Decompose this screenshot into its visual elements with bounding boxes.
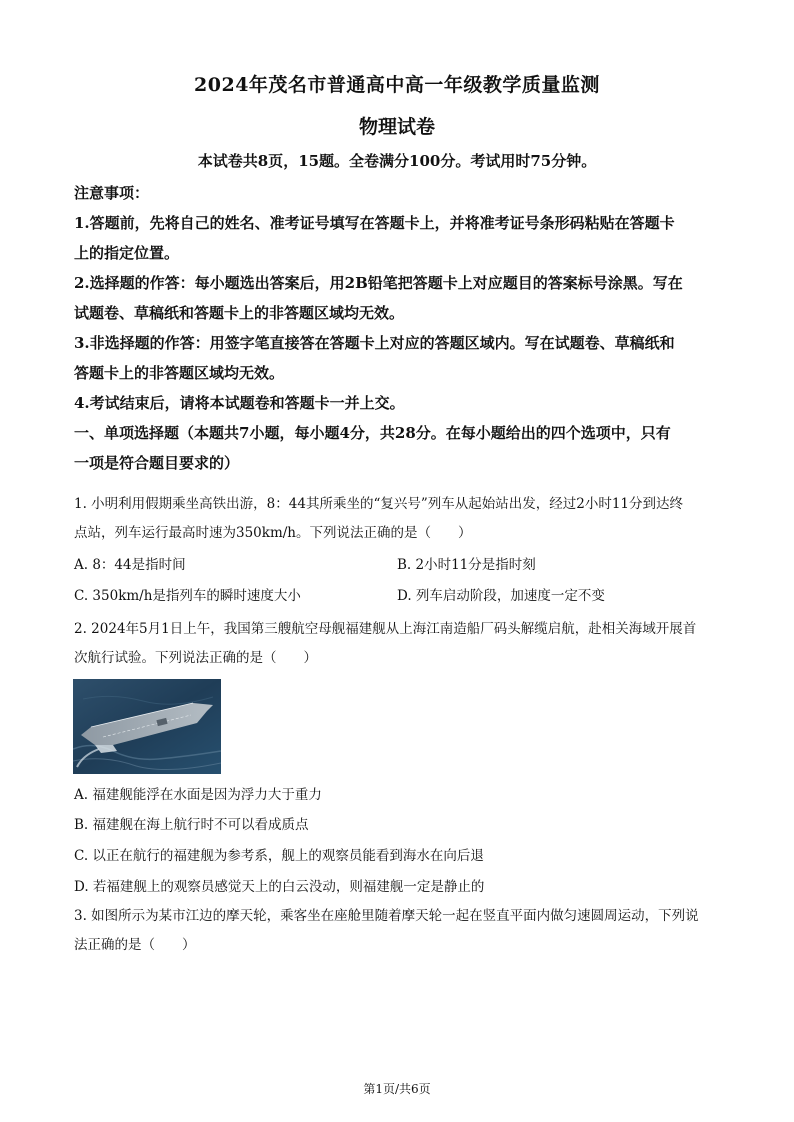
note-2-line-1: 2.选择题的作答：每小题选出答案后，用2B铅笔把答题卡上对应题目的答案标号涂黑。写在: [74, 274, 683, 292]
note-2-line-2: 试题卷、草稿纸和答题卡上的非答题区域均无效。: [74, 304, 405, 322]
question-2-option-b: B. 福建舰在海上航行时不可以看成质点: [74, 817, 309, 833]
question-2-option-a: A. 福建舰能浮在水面是因为浮力大于重力: [74, 787, 322, 803]
note-3-line-2: 答题卡上的非答题区域均无效。: [74, 364, 285, 382]
question-1-line-2: 点站，列车运行最高时速为350km/h。下列说法正确的是（ ）: [74, 525, 472, 541]
note-3-line-1: 3.非选择题的作答：用签字笔直接答在答题卡上对应的答题区域内。写在试题卷、草稿纸和: [74, 334, 675, 352]
question-2-option-d: D. 若福建舰上的观察员感觉天上的白云没动，则福建舰一定是静止的: [74, 879, 485, 895]
question-3-line-1: 3. 如图所示为某市江边的摩天轮，乘客坐在座舱里随着摩天轮一起在竖直平面内做匀速圆周运动，下列说: [74, 908, 699, 924]
question-3-line-2: 法正确的是（ ）: [74, 937, 196, 953]
question-1-option-a: A. 8：44是指时间: [74, 557, 186, 573]
question-2-stem: [74, 615, 722, 673]
notes-heading: 注意事项：: [74, 184, 150, 202]
section-heading-line-2: 一项是符合题目要求的）: [74, 454, 240, 472]
question-2-line-1: 2. 2024年5月1日上午，我国第三艘航空母舰福建舰从上海江南造船厂码头解缆启航，赴相关海域开展首: [74, 621, 697, 637]
exam-title: 2024年茂名市普通高中高一年级教学质量监测: [194, 74, 600, 96]
question-1-line-1: 1. 小明利用假期乘坐高铁出游，8：44其所乘坐的“复兴号”列车从起始站出发，经过2小时11分到达终: [74, 496, 684, 512]
question-3-stem: [74, 902, 722, 960]
question-1-options-row-1: [74, 554, 722, 576]
note-1-line-1: 1.答题前，先将自己的姓名、准考证号填写在答题卡上，并将准考证号条形码粘贴在答题卡: [74, 214, 675, 232]
note-4: 4.考试结束后，请将本试题卷和答题卡一并上交。: [74, 394, 405, 412]
question-1-option-b: B. 2小时11分是指时刻: [397, 557, 536, 573]
question-1-option-d: D. 列车启动阶段，加速度一定不变: [397, 588, 605, 604]
question-2-line-2: 次航行试验。下列说法正确的是（ ）: [74, 650, 317, 666]
aircraft-carrier-photo: [73, 679, 221, 774]
exam-info: 本试卷共8页，15题。全卷满分100分。考试用时75分钟。: [197, 152, 597, 170]
notes-section: [74, 178, 722, 478]
exam-subject: 物理试卷: [358, 116, 435, 138]
question-2-option-c: C. 以正在航行的福建舰为参考系，舰上的观察员能看到海水在向后退: [74, 848, 484, 864]
question-1-option-c: C. 350km/h是指列车的瞬时速度大小: [74, 588, 301, 604]
section-heading-line-1: 一、单项选择题（本题共7小题，每小题4分，共28分。在每小题给出的四个选项中，只有: [74, 424, 671, 442]
question-1-stem: [74, 490, 722, 548]
page-number: 第1页/共6页: [363, 1082, 431, 1096]
question-1-options-row-2: [74, 585, 722, 607]
note-1-line-2: 上的指定位置。: [74, 244, 180, 262]
